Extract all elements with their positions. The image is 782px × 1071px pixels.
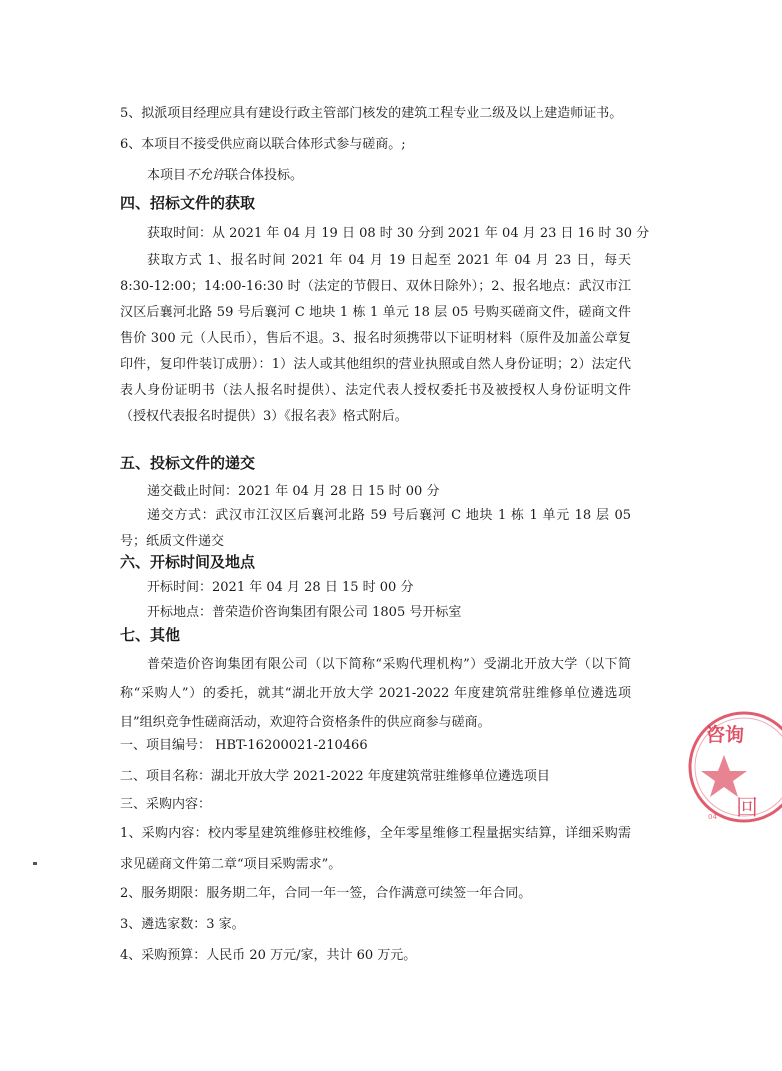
margin-mark [33,862,37,865]
seal-graphic [672,705,782,825]
procurement-budget: 4、采购预算：人民币 20 万元/家，共计 60 万元。 [120,948,417,963]
project-number: 一、项目编号： HBT-16200021-210466 [120,738,368,753]
consortium-note [147,166,303,186]
submission-deadline: 递交截止时间：2021 年 04 月 28 日 15 时 00 分 [147,484,440,499]
procurement-content-label: 三、采购内容： [120,797,212,812]
project-name: 二、项目名称：湖北开放大学 2021-2022 年度建筑常驻维修单位遴选项目 [120,769,550,784]
requirement-item-6: 6、本项目不接受供应商以联合体形式参与磋商。; [120,137,406,152]
consortium-italic: 不允许 [186,168,226,183]
acquisition-time: 获取时间：从 2021 年 04 月 19 日 08 时 30 分到 2021 年 04 月 23 日 16 时 30 分 [147,226,650,241]
agency-intro: 普荣造价咨询集团有限公司（以下简称“采购代理机构”）受湖北开放大学（以下简称“采购人”）的委托，就其“湖北开放大学 2021-2022 年度建筑常驻维修单位遴选项目”组织竞争性磋商活动，欢迎符合资格条件的供应商参与磋商。 [120,657,631,730]
submission-method: 递交方式：武汉市江汉区后襄河北路 59 号后襄河 C 地块 1 栋 1 单元 18 层 05 号；纸质文件递交 [120,508,631,549]
seal-text-top: 咨询 [706,724,745,746]
company-seal [672,705,762,825]
section-7-title: 七、其他 [120,626,181,644]
seal-number: 04 [708,813,717,821]
acquisition-method: 获取方式 1、报名时间 2021 年 04 月 19 日起至 2021 年 04 月 23 日，每天 8:30-12:00；14:00-16:30 时（法定的节假日、双休日除外）；2、报名地点：武汉市江汉区后襄河北路 59 号后襄河 C 地块 1 栋 1 单元 18 层 05 号购买磋商文件，磋商文件售价 300 元（人民币），售后不退。3、报名时须携带以下证明材料（原件及加盖公章复印件，复印件装订成册）：1）法人或其他组织的营业执照或自然人身份证明；2）法定代表人身份证明书（法人报名时提供）、法定代表人授权委托书及被授权人身份证明文件（授权代表报名时提供）3）《报名表》格式附后。 [120,253,631,424]
section-6-title: 六、开标时间及地点 [120,553,256,571]
consortium-prefix: 本项目 [147,168,187,183]
service-period: 2、服务期限：服务期二年，合同一年一签，合作满意可续签一年合同。 [120,886,532,901]
procurement-content-1: 1、采购内容：校内零星建筑维修驻校维修，全年零星维修工程量据实结算，详细采购需求见磋商文件第二章“项目采购需求”。 [120,826,631,872]
opening-time: 开标时间：2021 年 04 月 28 日 15 时 00 分 [147,580,414,595]
seal-star-icon [701,755,747,797]
opening-place: 开标地点：普荣造价咨询集团有限公司 1805 号开标室 [147,605,462,620]
consortium-suffix: 联合体投标。 [225,168,304,183]
section-5-title: 五、投标文件的递交 [120,454,256,472]
section-4-title: 四、招标文件的获取 [120,194,256,212]
seal-text-side: 回 [736,796,759,821]
requirement-item-5: 5、拟派项目经理应具有建设行政主管部门核发的建筑工程专业二级及以上建造师证书。 [120,106,623,121]
selection-count: 3、遴选家数：3 家。 [120,917,245,932]
